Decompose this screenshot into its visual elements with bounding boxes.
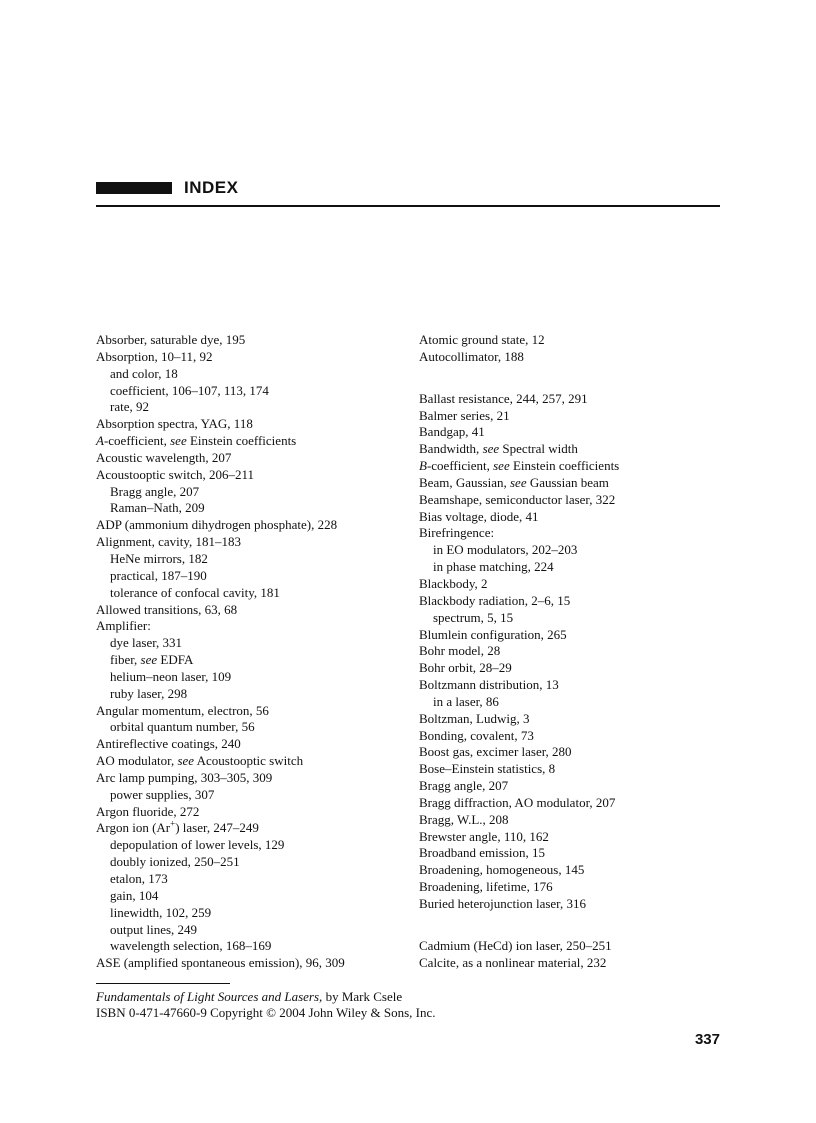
index-entry bbox=[96, 433, 406, 450]
index-entry bbox=[419, 408, 729, 425]
index-entry bbox=[419, 525, 729, 542]
entry-text: Bandgap, 41 bbox=[419, 424, 485, 440]
see-reference: see bbox=[140, 652, 158, 668]
entry-text: AO modulator, bbox=[96, 753, 178, 769]
letter-group-gap bbox=[419, 366, 729, 391]
entry-text: Blumlein configuration, 265 bbox=[419, 626, 567, 642]
entry-text: Bragg, W.L., 208 bbox=[419, 811, 509, 827]
entry-target: EDFA bbox=[160, 652, 194, 668]
book-title: Fundamentals of Light Sources and Lasers, bbox=[96, 989, 323, 1004]
see-reference: see bbox=[509, 474, 527, 490]
footnote-book-line bbox=[96, 989, 436, 1005]
entry-text: Bohr model, 28 bbox=[419, 643, 501, 659]
index-entry bbox=[419, 593, 729, 610]
entry-target: Einstein coefficients bbox=[189, 433, 297, 449]
entry-text: dye laser, 331 bbox=[110, 635, 183, 651]
entry-text: Amplifier: bbox=[96, 618, 151, 634]
entry-text: Argon ion (Ar bbox=[96, 820, 171, 836]
index-entry bbox=[419, 795, 729, 812]
index-entry bbox=[96, 332, 406, 349]
entry-text: wavelength selection, 168–169 bbox=[110, 938, 272, 954]
entry-prefix: A bbox=[96, 433, 104, 449]
header-rule bbox=[96, 205, 720, 207]
entry-text: in EO modulators, 202–203 bbox=[433, 542, 578, 558]
page-number: 337 bbox=[694, 1031, 720, 1048]
index-subentry bbox=[96, 399, 406, 416]
index-subentry bbox=[96, 938, 406, 955]
entry-text: fiber, bbox=[110, 652, 141, 668]
index-subentry bbox=[96, 854, 406, 871]
index-entry bbox=[419, 509, 729, 526]
entry-text: ADP (ammonium dihydrogen phosphate), 228 bbox=[96, 517, 338, 533]
index-entry bbox=[419, 627, 729, 644]
entry-text: gain, 104 bbox=[110, 887, 159, 903]
entry-target: Einstein coefficients bbox=[512, 458, 620, 474]
entry-text: tolerance of confocal cavity, 181 bbox=[110, 584, 280, 600]
see-reference: see bbox=[170, 433, 187, 449]
entry-text: Acoustooptic switch, 206–211 bbox=[96, 466, 255, 482]
entry-text: -coefficient, bbox=[426, 458, 494, 474]
index-entry bbox=[419, 643, 729, 660]
index-entry bbox=[419, 677, 729, 694]
index-subentry bbox=[96, 366, 406, 383]
entry-text: Blackbody, 2 bbox=[419, 575, 488, 591]
footnote-rule bbox=[96, 983, 230, 984]
entry-text: Angular momentum, electron, 56 bbox=[96, 702, 269, 718]
index-subentry bbox=[96, 669, 406, 686]
entry-text: Cadmium (HeCd) ion laser, 250–251 bbox=[419, 937, 612, 953]
index-subentry bbox=[96, 568, 406, 585]
index-entry bbox=[419, 441, 729, 458]
index-column-right bbox=[419, 332, 729, 972]
entry-text: Beam, Gaussian, bbox=[419, 474, 510, 490]
entry-text: rate, 92 bbox=[110, 399, 149, 415]
entry-text: Bose–Einstein statistics, 8 bbox=[419, 761, 556, 777]
index-entry bbox=[419, 955, 729, 972]
index-subentry bbox=[96, 871, 406, 888]
index-entry bbox=[419, 879, 729, 896]
entry-target: Gaussian beam bbox=[529, 474, 609, 490]
index-entry bbox=[419, 660, 729, 677]
index-subentry bbox=[96, 484, 406, 501]
index-subentry bbox=[96, 905, 406, 922]
entry-text: Broadening, homogeneous, 145 bbox=[419, 862, 585, 878]
index-entry bbox=[419, 829, 729, 846]
index-subentry bbox=[419, 610, 729, 627]
index-entry bbox=[419, 711, 729, 728]
index-entry bbox=[96, 804, 406, 821]
see-reference: see bbox=[177, 753, 195, 769]
index-entry bbox=[419, 896, 729, 913]
entry-text: Buried heterojunction laser, 316 bbox=[419, 896, 586, 911]
index-entry bbox=[96, 467, 406, 484]
index-entry bbox=[96, 534, 406, 551]
entry-text: Bandwidth, bbox=[419, 441, 483, 457]
entry-text: Absorption spectra, YAG, 118 bbox=[96, 416, 253, 432]
index-subentry bbox=[419, 694, 729, 711]
index-subentry bbox=[96, 787, 406, 804]
entry-text: Brewster angle, 110, 162 bbox=[419, 828, 549, 844]
see-reference: see bbox=[482, 441, 500, 457]
index-subentry bbox=[419, 559, 729, 576]
entry-text: output lines, 249 bbox=[110, 921, 198, 937]
index-entry bbox=[419, 938, 729, 955]
index-entry bbox=[96, 955, 406, 972]
index-header bbox=[96, 178, 720, 208]
entry-text: Autocollimator, 188 bbox=[419, 348, 524, 364]
entry-text: Bragg angle, 207 bbox=[419, 778, 509, 794]
index-entry bbox=[419, 349, 729, 366]
index-subentry bbox=[96, 635, 406, 652]
entry-text: Beamshape, semiconductor laser, 322 bbox=[419, 491, 616, 507]
entry-text: Bragg angle, 207 bbox=[110, 483, 200, 499]
index-entry bbox=[96, 770, 406, 787]
entry-text: Bragg diffraction, AO modulator, 207 bbox=[419, 794, 616, 810]
index-entry bbox=[419, 845, 729, 862]
see-reference: see bbox=[493, 458, 510, 474]
entry-text: linewidth, 102, 259 bbox=[110, 904, 212, 920]
entry-text: doubly ionized, 250–251 bbox=[110, 854, 240, 870]
index-subentry bbox=[96, 500, 406, 517]
entry-text: Atomic ground state, 12 bbox=[419, 332, 545, 347]
index-entry bbox=[419, 332, 729, 349]
entry-text: practical, 187–190 bbox=[110, 567, 207, 583]
index-subentry bbox=[419, 542, 729, 559]
entry-text: Bias voltage, diode, 41 bbox=[419, 508, 539, 524]
entry-text: power supplies, 307 bbox=[110, 786, 215, 802]
index-entry bbox=[96, 416, 406, 433]
entry-target: Spectral width bbox=[502, 441, 578, 457]
entry-text: coefficient, 106–107, 113, 174 bbox=[110, 382, 269, 398]
index-column-left bbox=[96, 332, 406, 972]
entry-prefix: B bbox=[419, 458, 427, 474]
index-entry bbox=[419, 492, 729, 509]
entry-text: Birefringence: bbox=[419, 525, 495, 541]
entry-text: Ballast resistance, 244, 257, 291 bbox=[419, 390, 588, 406]
header-black-bar bbox=[96, 182, 172, 194]
entry-text: Argon fluoride, 272 bbox=[96, 803, 200, 819]
index-entry bbox=[419, 761, 729, 778]
entry-text: spectrum, 5, 15 bbox=[433, 609, 514, 625]
entry-text: Acoustic wavelength, 207 bbox=[96, 449, 232, 465]
entry-text: etalon, 173 bbox=[110, 871, 168, 886]
entry-text: Blackbody radiation, 2–6, 15 bbox=[419, 592, 571, 608]
entry-text: Bonding, covalent, 73 bbox=[419, 727, 534, 743]
index-subentry bbox=[96, 888, 406, 905]
index-entry bbox=[96, 820, 406, 837]
entry-text: HeNe mirrors, 182 bbox=[110, 550, 208, 566]
entry-text: Boltzmann distribution, 13 bbox=[419, 677, 559, 693]
index-entry bbox=[419, 728, 729, 745]
entry-text: depopulation of lower levels, 129 bbox=[110, 837, 285, 853]
entry-text: Arc lamp pumping, 303–305, 309 bbox=[96, 769, 273, 785]
index-subentry bbox=[96, 719, 406, 736]
index-entry bbox=[419, 391, 729, 408]
entry-text: Alignment, cavity, 181–183 bbox=[96, 534, 242, 550]
entry-superscript: + bbox=[170, 819, 176, 830]
entry-text: Bohr orbit, 28–29 bbox=[419, 660, 512, 676]
entry-text: Balmer series, 21 bbox=[419, 407, 510, 423]
index-subentry bbox=[96, 686, 406, 703]
entry-text: in a laser, 86 bbox=[433, 693, 499, 709]
index-entry bbox=[419, 475, 729, 492]
index-subentry bbox=[96, 837, 406, 854]
index-entry bbox=[419, 424, 729, 441]
index-entry bbox=[419, 458, 729, 475]
entry-text: Broadband emission, 15 bbox=[419, 845, 546, 861]
entry-target: Acoustooptic switch bbox=[196, 753, 304, 769]
index-subentry bbox=[96, 585, 406, 602]
index-subentry bbox=[96, 922, 406, 939]
index-entry bbox=[419, 862, 729, 879]
entry-text: Boltzman, Ludwig, 3 bbox=[419, 710, 530, 726]
entry-text: Absorption, 10–11, 92 bbox=[96, 348, 213, 364]
index-entry bbox=[96, 703, 406, 720]
footnote bbox=[96, 989, 436, 1021]
footnote-isbn-line: ISBN 0-471-47660-9 Copyright © 2004 John Wiley & Sons, Inc. bbox=[96, 1005, 436, 1020]
entry-text: and color, 18 bbox=[110, 365, 178, 381]
index-entry bbox=[96, 602, 406, 619]
index-entry bbox=[419, 812, 729, 829]
page-title: INDEX bbox=[184, 178, 239, 197]
index-entry bbox=[96, 736, 406, 753]
index-subentry bbox=[96, 652, 406, 669]
index-entry bbox=[96, 450, 406, 467]
index-entry bbox=[96, 753, 406, 770]
book-author: by Mark Csele bbox=[322, 989, 403, 1004]
entry-text: ASE (amplified spontaneous emission), 96, 309 bbox=[96, 955, 345, 971]
letter-group-gap bbox=[419, 913, 729, 938]
entry-text: in phase matching, 224 bbox=[433, 559, 554, 575]
index-entry bbox=[419, 744, 729, 761]
index-entry bbox=[419, 576, 729, 593]
entry-text: helium–neon laser, 109 bbox=[110, 668, 232, 684]
entry-target: ) laser, 247–249 bbox=[175, 820, 259, 836]
entry-text: Absorber, saturable dye, 195 bbox=[96, 332, 246, 347]
entry-text: Raman–Nath, 209 bbox=[110, 500, 205, 516]
entry-text: Broadening, lifetime, 176 bbox=[419, 879, 553, 895]
index-entry bbox=[96, 349, 406, 366]
entry-text: Allowed transitions, 63, 68 bbox=[96, 601, 238, 617]
index-entry bbox=[96, 618, 406, 635]
entry-text: Boost gas, excimer laser, 280 bbox=[419, 744, 572, 760]
entry-text: -coefficient, bbox=[103, 433, 171, 449]
index-subentry bbox=[96, 383, 406, 400]
index-entry bbox=[419, 778, 729, 795]
index-subentry bbox=[96, 551, 406, 568]
entry-text: Calcite, as a nonlinear material, 232 bbox=[419, 954, 607, 970]
entry-text: orbital quantum number, 56 bbox=[110, 719, 255, 735]
entry-text: Antireflective coatings, 240 bbox=[96, 736, 241, 752]
index-entry bbox=[96, 517, 406, 534]
entry-text: ruby laser, 298 bbox=[110, 685, 188, 701]
